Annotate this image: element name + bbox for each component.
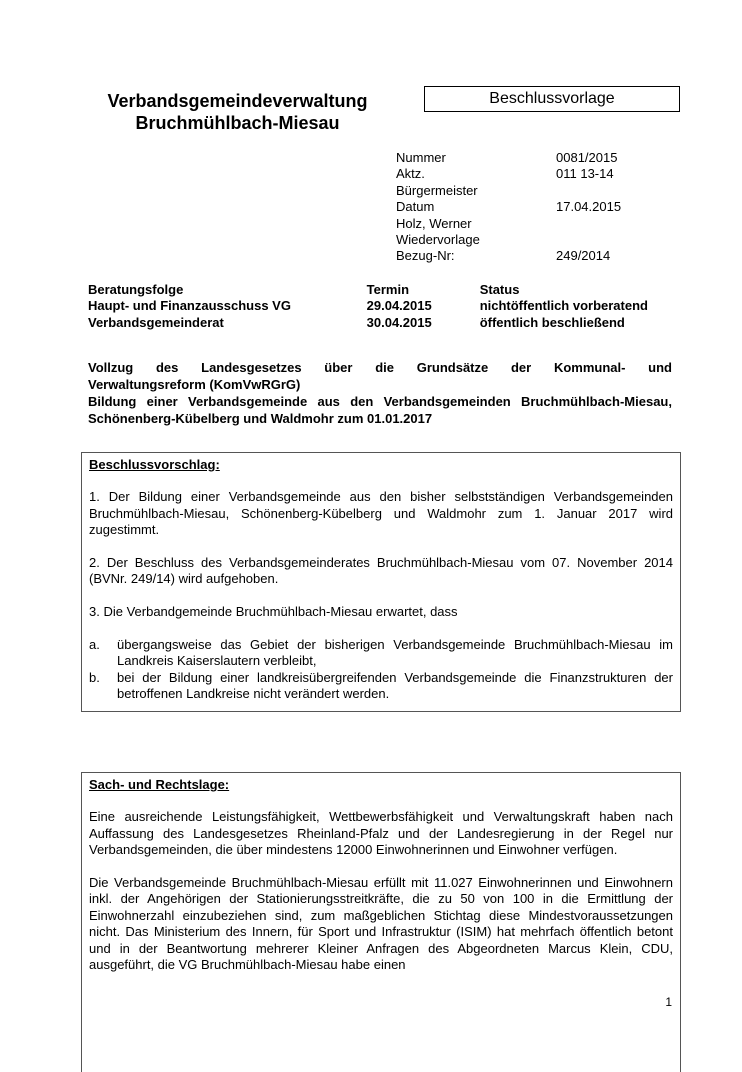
meta-value: 17.04.2015 xyxy=(556,199,622,215)
subject-line-2: Verwaltungsreform (KomVwRGrG) xyxy=(88,377,301,392)
table-row xyxy=(88,298,678,314)
meta-key: Datum xyxy=(396,199,435,215)
meta-row-datum xyxy=(396,199,696,215)
column-header: Beratungsfolge xyxy=(88,282,184,297)
subject-line-4: Schönenberg-Kübelberg und Waldmohr zum 01.01.2017 xyxy=(88,411,433,426)
section-title: Sach- und Rechtslage: xyxy=(89,777,230,792)
paragraph: Die Verbandsgemeinde Bruchmühlbach-Miesau erfüllt mit 11.027 Einwohnerinnen und Einwohnern inkl. der Angehörigen der Stationierungsstreitkräfte, die zu 50 von 100 in die Ermittlung der Einwohnerzahl einzubeziehen sind, zum maßgeblichen Stichtag diese Mindestvoraussetzungen nicht. Das Ministerium des Innern, für Sport und Infrastruktur (ISIM) hat mehrfach öffentlich betont und in der Beantwortung mehrerer Kleiner Anfragen des Abgeordneten Marcus Klein, CDU, ausgeführt, die VG Bruchmühlbach-Miesau habe einen xyxy=(89,875,673,973)
meta-value xyxy=(556,232,686,248)
paragraph: Eine ausreichende Leistungsfähigkeit, Wettbewerbsfähigkeit und Verwaltungskraft haben nach Auffassung des Landesgesetzes Rheinland-Pfalz und der Landesregierung in der Regel nur Verbandsgemeinden, die über mindestens 12000 Einwohnerinnen und Einwohner verfügen. xyxy=(89,809,673,858)
meta-value: 249/2014 xyxy=(556,248,611,264)
meta-row-author xyxy=(396,216,696,232)
condition-list xyxy=(89,637,673,703)
meta-value: 011 13-14 xyxy=(556,166,614,182)
list-text: übergangsweise das Gebiet der bisherigen Verbandsgemeinde Bruchmühlbach-Miesau im Landkreis Kaiserslautern verbleibt, xyxy=(117,637,673,669)
table-cell: nichtöffentlich vorberatend xyxy=(479,298,648,314)
paragraph: 2. Der Beschluss des Verbandsgemeinderates Bruchmühlbach-Miesau vom 07. November 2014 (BVNr. 249/14) wird aufgehoben. xyxy=(89,555,673,587)
org-line-1: Verbandsgemeindeverwaltung xyxy=(107,91,368,111)
beschlussvorschlag-box xyxy=(81,452,681,712)
meta-key: Aktz. xyxy=(396,166,425,182)
meta-value xyxy=(556,183,686,199)
paragraph: 1. Der Bildung einer Verbandsgemeinde aus den bisher selbstständigen Verbandsgemeinden Bruchmühlbach-Miesau, Schönenberg-Kübelberg und Waldmohr zum 1. Januar 2017 wird zugestimmt. xyxy=(89,489,673,538)
section-title: Beschlussvorschlag: xyxy=(89,457,220,472)
organization-name xyxy=(90,90,385,134)
meta-key: Holz, Werner xyxy=(396,215,472,231)
table-row xyxy=(88,315,678,331)
meta-key: Wiedervorlage xyxy=(396,231,480,247)
table-header-row xyxy=(88,282,678,298)
meta-row-aktz xyxy=(396,166,696,182)
sachlage-box xyxy=(81,772,681,1072)
meta-row-nummer xyxy=(396,150,696,166)
table-cell: 30.04.2015 xyxy=(366,314,432,330)
subject-line-3: Bildung einer Verbandsgemeinde aus den Verbandsgemeinden Bruchmühlbach-Miesau, xyxy=(88,394,672,409)
table-cell: Haupt- und Finanzausschuss VG xyxy=(88,298,291,314)
meta-key: Bezug-Nr: xyxy=(396,248,455,264)
meta-key: Nummer xyxy=(396,150,446,165)
list-marker: b. xyxy=(89,669,100,685)
beratungsfolge-table xyxy=(88,282,678,331)
column-header: Termin xyxy=(366,282,410,297)
paragraph: 3. Die Verbandgemeinde Bruchmühlbach-Miesau erwartet, dass xyxy=(89,604,458,620)
table-cell: öffentlich beschließend xyxy=(479,314,625,330)
meta-key: Bürgermeister xyxy=(396,182,478,198)
list-item xyxy=(89,670,673,703)
list-item xyxy=(89,637,673,670)
meta-row-bezug xyxy=(396,248,696,264)
subject-heading xyxy=(88,359,672,427)
meta-value: 0081/2015 xyxy=(556,150,618,165)
table-cell: 29.04.2015 xyxy=(366,298,432,314)
meta-row-wiedervorlage xyxy=(396,232,696,248)
org-line-2: Bruchmühlbach-Miesau xyxy=(135,113,340,133)
subject-line-1: Vollzug des Landesgesetzes über die Grundsätze der Kommunal- und xyxy=(88,360,672,375)
meta-value xyxy=(556,216,686,232)
meta-row-buergermeister xyxy=(396,183,696,199)
column-header: Status xyxy=(479,282,520,297)
list-marker: a. xyxy=(89,637,100,653)
table-cell: Verbandsgemeinderat xyxy=(88,314,224,330)
metadata-block xyxy=(396,150,696,265)
list-text: bei der Bildung einer landkreisübergreifenden Verbandsgemeinde die Finanzstrukturen der betroffenen Landkreise nicht verändert werden. xyxy=(117,669,673,702)
page-number: 1 xyxy=(665,995,672,1009)
document-type-box: Beschlussvorlage xyxy=(424,86,680,112)
